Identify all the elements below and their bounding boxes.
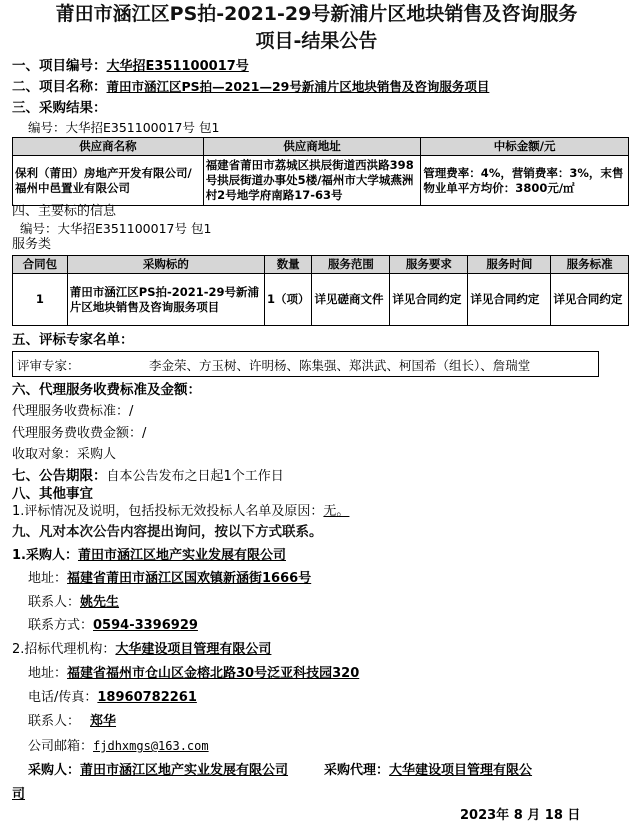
project-name-label: 二、项目名称： bbox=[12, 79, 107, 95]
service-header-qty: 数量 bbox=[264, 256, 312, 274]
buyer-address-row bbox=[28, 570, 311, 588]
experts-label: 评审专家： bbox=[17, 358, 80, 373]
supplier-name-cell: 保利（莆田）房地产开发有限公司/福州中邑置业有限公司 bbox=[13, 156, 204, 206]
agency-address: 福建省福州市仓山区金榕北路30号泛亚科技园320 bbox=[67, 666, 360, 681]
service-header-scope: 服务范围 bbox=[312, 256, 390, 274]
notice-period-label: 七、公告期限： bbox=[12, 468, 107, 484]
notice-period-value: 自本公告发布之日起1个工作日 bbox=[106, 469, 284, 484]
award-amount-cell: 管理费率：4%，营销费率：3%，末售物业单平方均价：3800元/㎡ bbox=[421, 156, 629, 206]
sign-agent-label: 采购代理： bbox=[324, 763, 390, 778]
agency-email: fjdhxmgs@163.com bbox=[93, 739, 209, 753]
buyer-contact-label: 联系人： bbox=[28, 595, 81, 610]
notice-period-row bbox=[12, 467, 284, 486]
buyer-contact-row bbox=[28, 594, 133, 612]
agency-name: 大华建设项目管理有限公司 bbox=[115, 642, 272, 657]
page-title-line1: 莆田市涵江区PS拍-2021-29号新浦片区地块销售及咨询服务 bbox=[55, 3, 578, 25]
sign-buyer-label: 采购人： bbox=[28, 763, 81, 778]
experts-heading: 五、评标专家名单： bbox=[12, 332, 134, 348]
service-pkg-cell: 1 bbox=[13, 274, 68, 326]
service-header-pkg: 合同包 bbox=[13, 256, 68, 274]
agency-tel-label: 电话/传真： bbox=[28, 690, 98, 705]
agency-label: 2.招标代理机构： bbox=[12, 642, 116, 657]
service-time-cell: 详见合同约定 bbox=[468, 274, 551, 326]
agency-tel-row bbox=[28, 689, 197, 707]
result-header-address: 供应商地址 bbox=[203, 138, 421, 156]
sign-date: 2023年 8 月 18 日 bbox=[460, 808, 581, 823]
agency-address-label: 地址： bbox=[28, 666, 68, 681]
main-subject-heading: 四、主要标的信息 bbox=[12, 204, 117, 219]
service-req-cell: 详见合同约定 bbox=[390, 274, 468, 326]
project-number-label: 一、项目编号： bbox=[12, 58, 107, 74]
subject-code-line: 编号：大华招E351100017号 包1 bbox=[20, 221, 212, 236]
buyer-phone: 0594-3396929 bbox=[93, 618, 198, 633]
agency-email-row bbox=[28, 737, 209, 756]
service-subject-cell: 莆田市涵江区PS拍-2021-29号新浦片区地块销售及咨询服务项目 bbox=[67, 274, 264, 326]
page-title-line2: 项目-结果公告 bbox=[255, 30, 378, 52]
supplier-address-cell: 福建省莆田市荔城区拱辰街道西洪路398号拱辰街道办事处5楼/福州市大学城燕洲村2号地学府南路17-63号 bbox=[203, 156, 421, 206]
agency-email-label: 公司邮箱： bbox=[28, 739, 94, 754]
experts-names: 李金荣、方玉树、许明杨、陈集强、郑洪武、柯国希（组长）、詹瑞堂 bbox=[149, 358, 531, 373]
buyer-contact: 姚先生 bbox=[80, 595, 120, 610]
service-scope-cell: 详见磋商文件 bbox=[312, 274, 390, 326]
agency-fee-amount: 代理服务费收费金额：/ bbox=[12, 426, 147, 441]
result-header-name: 供应商名称 bbox=[13, 138, 204, 156]
agency-fee-payer: 收取对象：采购人 bbox=[12, 447, 117, 462]
buyer-phone-row bbox=[28, 617, 198, 635]
service-table bbox=[12, 255, 629, 326]
buyer-address: 福建省莆田市涵江区国欢镇新涵街1666号 bbox=[67, 571, 312, 586]
other-matters-item1 bbox=[12, 503, 349, 521]
procurement-result-heading: 三、采购结果： bbox=[12, 100, 107, 116]
agency-contact-label: 联系人： bbox=[28, 714, 81, 729]
agency-fee-heading: 六、代理服务收费标准及金额： bbox=[12, 382, 201, 398]
project-name-value: 莆田市涵江区PS拍—2021—29号新浦片区地块销售及咨询服务项目 bbox=[106, 79, 490, 94]
buyer-address-label: 地址： bbox=[28, 571, 68, 586]
service-std-cell: 详见合同约定 bbox=[551, 274, 629, 326]
agency-address-row bbox=[28, 665, 359, 683]
agency-contact-row bbox=[28, 713, 116, 731]
result-table bbox=[12, 137, 629, 206]
buyer-name: 莆田市涵江区地产实业发展有限公司 bbox=[77, 548, 286, 563]
other-matters-item1-value: 无。 bbox=[323, 504, 350, 519]
project-number-value: 大华招E351100017号 bbox=[106, 59, 249, 74]
other-matters-heading: 八、其他事宜 bbox=[12, 486, 93, 502]
result-code-line: 编号：大华招E351100017号 包1 bbox=[28, 120, 220, 135]
sign-buyer: 莆田市涵江区地产实业发展有限公司 bbox=[80, 763, 289, 778]
sign-agent: 大华建设项目管理有限公 bbox=[389, 763, 533, 778]
signature-row bbox=[28, 762, 532, 780]
buyer-label: 1.采购人： bbox=[12, 548, 78, 563]
project-number-row bbox=[12, 57, 249, 76]
service-header-req: 服务要求 bbox=[390, 256, 468, 274]
service-header-subject: 采购标的 bbox=[67, 256, 264, 274]
result-header-amount: 中标金额/元 bbox=[421, 138, 629, 156]
agency-contact: 郑华 bbox=[90, 714, 117, 729]
service-qty-cell: 1（项） bbox=[264, 274, 312, 326]
agency-fee-standard: 代理服务收费标准：/ bbox=[12, 404, 134, 419]
buyer-row bbox=[12, 547, 286, 565]
experts-box bbox=[12, 351, 599, 377]
other-matters-item1-label: 1.评标情况及说明，包括投标无效投标人名单及原因： bbox=[12, 504, 324, 519]
service-header-time: 服务时间 bbox=[468, 256, 551, 274]
buyer-phone-label: 联系方式： bbox=[28, 618, 94, 633]
inquiry-heading: 九、凡对本次公告内容提出询问，按以下方式联系。 bbox=[12, 524, 323, 540]
project-name-row bbox=[12, 78, 489, 97]
agency-tel: 18960782261 bbox=[97, 690, 197, 705]
service-category: 服务类 bbox=[12, 237, 52, 252]
service-header-std: 服务标准 bbox=[551, 256, 629, 274]
agency-row bbox=[12, 641, 271, 659]
sign-agent-tail: 司 bbox=[12, 787, 26, 802]
